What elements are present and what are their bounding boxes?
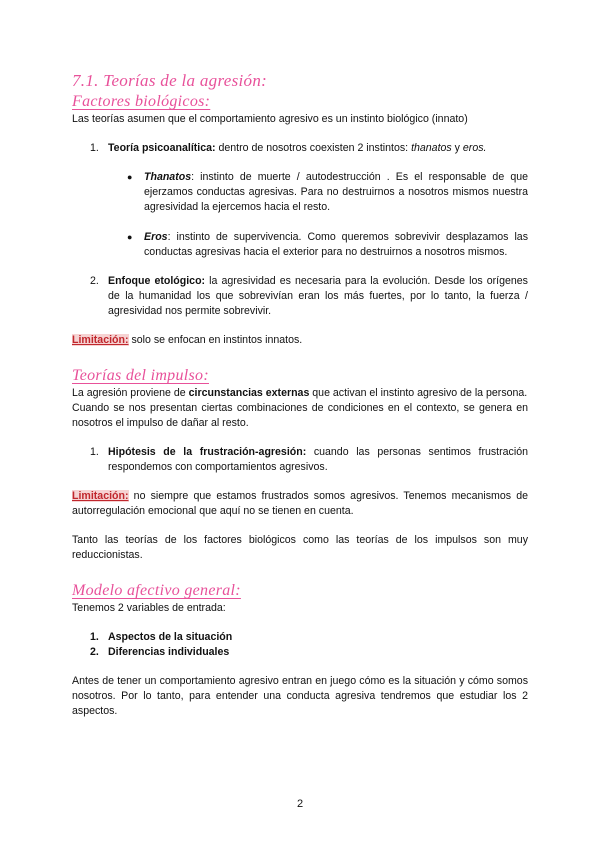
page-title: 7.1. Teorías de la agresión: [72, 71, 268, 90]
impulse-conclusion: Tanto las teorías de los factores biológicos como las teorías de los impulsos son muy reduccionistas. [72, 534, 528, 561]
affective-list [72, 630, 528, 660]
list-number: 1. [90, 142, 99, 154]
term-eros-inline: eros. [462, 142, 487, 154]
biological-list [72, 141, 528, 156]
biological-limitation [72, 333, 528, 348]
limitation-label: Limitación: [72, 334, 129, 346]
list-number: 2. [90, 646, 99, 658]
psychoanalytic-text-b: y [451, 142, 463, 154]
bullet-icon: ● [127, 232, 133, 242]
impulse-paragraph-1: La agresión proviene de circunstancias externas que activan el instinto agresivo de la persona. [72, 387, 528, 399]
thanatos-text: : instinto de muerte / autodestrucción . Es el responsable de que ejerzamos conductas agresivas. Para no destruirnos a nosotros mismos nuestra agresividad la ejercemos hacia el resto. [144, 171, 528, 213]
frustration-text: cuando las personas sentimos frustración respondemos con comportamientos agresivos. [108, 446, 528, 473]
variable-situation: Aspectos de la situación [108, 631, 233, 643]
biological-list-2 [72, 274, 528, 319]
document-page [72, 70, 528, 719]
limitation-label: Limitación: [72, 490, 129, 502]
instinct-bullets [72, 170, 528, 260]
affective-intro: Tenemos 2 variables de entrada: [72, 602, 226, 614]
limitation-text: no siempre que estamos frustrados somos agresivos. Tenemos mecanismos de autorregulación emocional que aquí no se tienen en cuenta. [72, 490, 528, 517]
bullet-thanatos [72, 170, 528, 215]
list-item-frustration [72, 445, 528, 475]
page-number: 2 [296, 798, 304, 810]
list-item-ethological [72, 274, 528, 319]
heading-biological: Factores biológicos: [72, 93, 211, 110]
term-external-circumstances: circunstancias externas [188, 387, 310, 399]
list-item-individual [72, 645, 528, 660]
heading-affective: Modelo afectivo general: [72, 582, 241, 599]
psychoanalytic-text-a: dentro de nosotros coexisten 2 instintos: [215, 142, 412, 154]
affective-closing: Antes de tener un comportamiento agresivo entran en juego cómo es la situación y cómo somos nosotros. Por lo tanto, para entender una conducta agresiva tendremos que estudiar los 2 aspectos. [72, 675, 528, 717]
impulse-paragraph-2: Cuando se nos presentan ciertas combinaciones de condiciones en el contexto, se genera en nosotros el impulso de dañar al resto. [72, 402, 528, 429]
bullet-eros [72, 230, 528, 260]
biological-intro: Las teorías asumen que el comportamiento agresivo es un instinto biológico (innato) [72, 113, 468, 125]
term-psychoanalytic: Teoría psicoanalítica: [108, 142, 216, 154]
list-item-psychoanalytic [72, 141, 528, 156]
list-number: 1. [90, 631, 99, 643]
variable-individual: Diferencias individuales [108, 646, 230, 658]
heading-impulse: Teorías del impulso: [72, 367, 209, 384]
bullet-icon: ● [127, 172, 133, 182]
term-frustration: Hipótesis de la frustración-agresión: [108, 446, 307, 458]
term-eros: Eros [144, 231, 168, 243]
term-thanatos-inline: thanatos [411, 142, 452, 154]
impulse-limitation [72, 489, 528, 519]
term-thanatos: Thanatos [144, 171, 192, 183]
list-item-situation [72, 630, 528, 645]
limitation-text: solo se enfocan en instintos innatos. [128, 334, 303, 346]
eros-text: : instinto de supervivencia. Como queremos sobrevivir desplazamos las conductas agresivas hacia el exterior para no destruirnos a nosotros mismos. [144, 231, 528, 258]
term-ethological: Enfoque etológico: [108, 275, 206, 287]
list-number: 2. [90, 275, 99, 287]
ethological-text: la agresividad es necesaria para la evolución. Desde los orígenes de la humanidad los que sobrevivían eran los más fuertes, por lo tanto, la fuerza / agresividad nos permite sobrevivir. [108, 275, 528, 317]
list-number: 1. [90, 446, 99, 458]
impulse-list [72, 445, 528, 475]
